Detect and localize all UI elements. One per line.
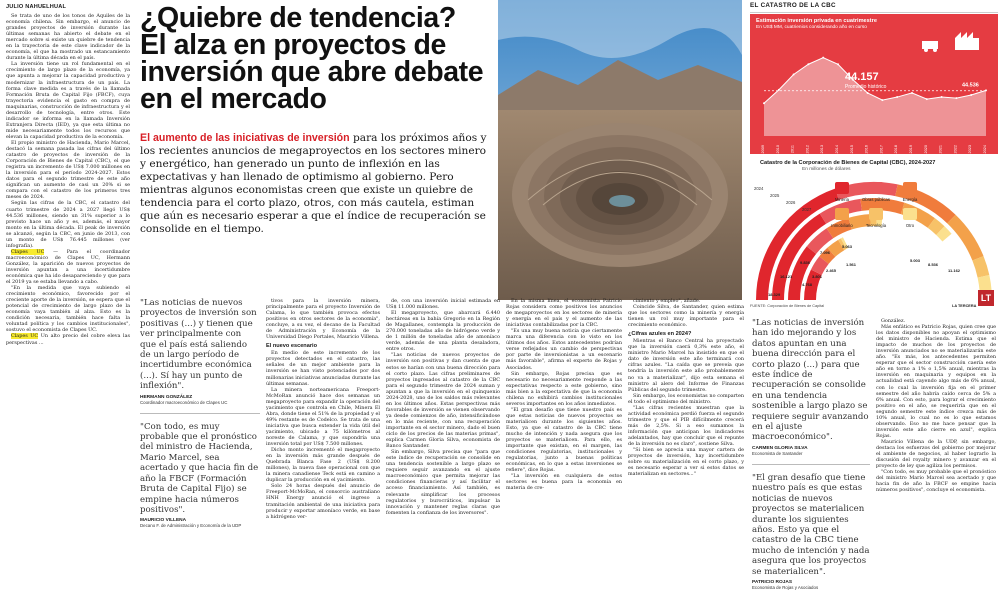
data-point — [763, 102, 765, 104]
category-icon — [835, 208, 849, 220]
paragraph: En medio de este incremento de los proyectos detectados en el catastro, las señales de un mejor ambiente para la inversión se han visto potenciados por dos millonarias iniciativas anunciadas durante las últimas semanas. — [266, 350, 380, 386]
area-chart-svg — [750, 14, 998, 154]
x-tick-label: 2016 — [865, 145, 869, 153]
quote-author: CARMEN GLORIA SILVA — [752, 446, 870, 451]
lead-text: para los próximos años y los recientes anuncios de megaproyectos en los sectores minero y energético, han generado un punto de inflexión en las expectativas y han llenado de optimismo al gobierno. Pero mientras algunos economistas creen que existe un quiebre de tendencia para el corto plazo, otros, con más cautela, estiman que aún es necesario esperar a que el índice de recuperación se consolide en el tiempo. — [140, 132, 487, 235]
paragraph: "Si bien se aprecia una mayor cartera de proyectos de inversión, hay incertidumbre sobre su materialización en el corto plazo, y es necesario esperar a ver si estos datos se materializan en sectores..." — [628, 447, 744, 477]
infographic-title: EL CATASTRO DE LA CBC — [750, 0, 998, 13]
average-label: Promedio histórico — [845, 84, 887, 90]
investment-area-chart — [750, 14, 998, 154]
x-tick-label: 2020 — [924, 145, 928, 153]
ring-value-label: 2.465 — [826, 268, 837, 273]
byline: JULIO NAHUELHUAL — [6, 4, 130, 10]
category-icon — [869, 208, 883, 220]
lead-highlight: El aumento de las iniciativas de inversión — [140, 132, 350, 144]
ring-value-label: 3.801 — [812, 274, 823, 279]
quote-author-role: Economista de Santander — [752, 451, 870, 456]
chart-title: Estimación inversión privada en cuatrimestre — [756, 18, 877, 24]
x-tick-label: 2011 — [791, 145, 795, 153]
ring-year-label: 2024 — [754, 186, 764, 191]
paragraph: Solo 24 horas después del anuncio de Freeport-McMoRan, el consorcio australiano HNH Energy anunció el ingreso a tramitación ambiental de una iniciativa para producir y exportar amoníaco verde, en base a hidrógeno ver- — [266, 483, 380, 519]
industry-icon-roof — [955, 32, 973, 38]
la-tercera-logo: LT — [978, 290, 994, 306]
x-tick-label: 2010 — [776, 145, 780, 153]
paragraph: Dicho monto incrementó el megaproyecto en la inversión más grande después de Quebrada Blanca Fase 2 (US$ 8.200 millones), la nueva fase operacional con que la minera canadiense Teck está en camino a duplicar la producción en el yacimiento. — [266, 447, 380, 483]
x-tick-label: 2018 — [894, 145, 898, 153]
ring-value-label: 1.561 — [846, 262, 857, 267]
category-label: Minería — [835, 197, 850, 202]
paragraph: "Con todo, es muy probable que el pronóstico del ministro Mario Marcel sea acertado y que hacia fin de año la FBCF se empine hacia números positivos", concluye el economista. — [876, 469, 996, 493]
quote-author-role: Decano F. de Administración y Economía de la UDP — [140, 523, 260, 528]
category-icon-shape — [869, 208, 883, 220]
category-label: Otro — [906, 223, 915, 228]
lead-paragraph — [140, 132, 492, 236]
x-tick-label: 2017 — [879, 145, 883, 153]
article-column-5 — [628, 298, 744, 576]
mine-photo — [498, 0, 742, 300]
paragraph: Se trata de uno de los tonos de Aquiles de la economía chilena. Sin embargo, el anuncio de grandes proyectos de inversión durante las últimas semanas ha abierto el debate en el mercado sobre si existe un quiebre de tendencia en la trayectoria de este clave indicador de la economía, el que ha mostrado un estancamiento durante la última década en el país. — [6, 13, 130, 61]
ring-year-label: 2026 — [786, 200, 796, 205]
ring-value-label: 18.329 — [768, 292, 781, 297]
x-tick-label: 2023 — [968, 145, 972, 153]
paragraph: La minera norteamericana Freeport-McMoRan anunció hace dos semanas un megaproyecto para expandir la operación del yacimiento que controla en Chile, Minera El Abra, donde tiene el 51% de la propiedad y el 49% restante es de Codelco. Se trata de una iniciativa que busca extender la vida útil del yacimiento, ubicado a 75 kilómetros al noreste de Calama, y que supondría una inversión total por US$ 7.500 millones. — [266, 387, 380, 447]
x-tick-label: 2012 — [805, 145, 809, 153]
chart-subtitle: En US$ MM, cuatrienios considerando año en curso — [756, 25, 867, 30]
pull-quote: "Las noticias de inversión han ido mejorando y los datos apuntan en una buena dirección para el corto plazo (...) para que este índice de recuperación se consolide en una tendencia sostenible a largo plazo se requiere seguir avanzando en el ajuste macroeconómico". — [752, 318, 870, 443]
x-tick-label: 2013 — [820, 145, 824, 153]
ring-value-label: 4.768 — [802, 282, 813, 287]
pull-quote: "Las noticias de nuevos proyectos de inversión son positivas (...) y tienen que ver principalmente con que el país está saliendo de un largo período de incertidumbre económica (...). Sí hay un punto de inflexión". — [140, 298, 260, 392]
truck-icon-wheel — [924, 48, 928, 52]
category-label: Obras públicas — [862, 197, 890, 202]
ring-value-label: 9.836 — [800, 260, 811, 265]
x-tick-label: 2015 — [850, 145, 854, 153]
ring-value-label: 5.003 — [910, 258, 921, 263]
quote-author-role: Coordinador macroeconómico de Clapes UC — [140, 400, 260, 405]
paragraph: "Es una muy buena noticia que ciertamente marca una diferencia con lo visto en los últimos dos años. Estos antecedentes podrían verse reflejados un cambio de perspectivas por parte de inversionistas a un escenario más favorable", afirma el experto de Rojas y Asociados. — [506, 328, 622, 370]
highlighted-text: Clapes UC — [11, 249, 44, 255]
paragraph: Clapes UC — Para el coordinador macroeconómico de Clapes UC, Hermann González, la aparición de nuevos proyectos de inversión apuntan a una incertidumbre económica que ha ido desapareciendo y que para el 2019 ya se estaba llevando a cabo. — [6, 249, 130, 285]
quote-author: MAURICIO VILLENA — [140, 518, 260, 523]
quote-column-2 — [752, 318, 870, 596]
divider — [752, 464, 870, 465]
ring-segment — [831, 245, 841, 252]
brand-name: LA TERCERA — [952, 304, 976, 308]
x-tick-label: 2019 — [909, 145, 913, 153]
ring-segment — [983, 276, 985, 291]
paragraph: Sin embargo, Rojas precisa que es necesario no necesariamente responde a las expectativas respecto a este gobierno, sino más bien a la expectativa de que la economía chilena no exhibirá cambios institucionales severos importantes en los años inmediatos. — [506, 371, 622, 407]
category-label: Energía — [903, 197, 918, 202]
paragraph: Coincide Silva, de Santander, quien estima que los sectores como la minería y energía tienen un rol muy importante para el crecimiento económico. — [628, 304, 744, 328]
quote-column-1 — [140, 298, 260, 576]
x-tick-label: 2009 — [761, 145, 765, 153]
x-tick-label: 2024 — [983, 145, 987, 153]
industry-icon-body — [955, 38, 979, 50]
data-point — [822, 57, 824, 59]
average-value-label: 44.157 — [845, 71, 879, 83]
category-icon-shape — [903, 208, 917, 220]
ring-value-label: 5.063 — [842, 244, 853, 249]
paragraph: Clapes UC Un alto precio del cobre eleva las perspectivas ... — [6, 333, 130, 345]
quote-author: HERMANN GONZÁLEZ — [140, 395, 260, 400]
truck-icon — [922, 41, 938, 52]
category-icon — [903, 182, 917, 194]
category-icon-shape — [835, 182, 849, 194]
paragraph: "Las noticias de nuevos proyectos de inversión son positivas y dan cuenta de que estos se harían con una buena dirección para el corto plazo. Las cifras preliminares de proyectos ingresados al catastro de la CBC para el segundo trimestre de 2024 suman y apuntan a que la inversión en el quinquenio 2024-2028, uno de los saldos más relevantes en los últimos años. Estas perspectivas más favorables de inversión se vienen observando ya desde comienzos de año, intensificándose en lo más reciente, con una recuperación importante en el sector minero, dado el buen ciclo de los precios de las materias primas", explica Carmen Gloria Silva, economista de Banco Santander. — [386, 352, 500, 449]
ring-chart-svg — [750, 168, 998, 308]
paragraph: El propio ministro de Hacienda, Mario Marcel, destacó la semana pasada las cifras del último catastro de proyectos de inversión de la Corporación de Bienes de Capital (CBC), el que registra un incremento de US$ 7.000 millones en la inversión para el período 2024-2027. Estos datos para el segundo trimestre de este año significan un aumento de casi un 20% si se compara con el catastro de los primeros tres meses de 2024. — [6, 140, 130, 200]
data-point — [970, 94, 972, 96]
truck-icon-wheel — [933, 48, 937, 52]
ring-year-label: 2027 — [802, 207, 812, 212]
industry-icon — [955, 32, 979, 50]
truck-icon-body — [922, 41, 938, 49]
open-pit-mine-image — [498, 0, 742, 300]
quote-author-role: Economista de Rojas y Asociados — [752, 585, 870, 590]
data-point — [867, 92, 869, 94]
section-subheading: El nuevo escenario — [266, 343, 380, 349]
ring-segment — [978, 258, 984, 276]
category-icon — [835, 182, 849, 194]
ring-segment — [816, 260, 824, 272]
x-tick-label: 2014 — [835, 145, 839, 153]
pull-quote: "Con todo, es muy probable que el pronóstico del ministro de Hacienda, Mario Marcel, sea acertado y que hacia fin de año la FBCF (Formación Bruta de Capital Fijo) se empine hacia números positivos". — [140, 422, 260, 516]
section-subheading: ¿Cifras azules en 2024? — [628, 331, 744, 337]
end-value-label: 44.536 — [962, 82, 979, 88]
ring-chart-title: Catastro de la Corporación de Bienes de Capital (CBC), 2024-2027 — [760, 160, 935, 166]
paragraph: de, con una inversión inicial estimada en US$ 11.000 millones. — [386, 298, 500, 310]
data-point — [837, 63, 839, 65]
x-tick-label: 2021 — [939, 145, 943, 153]
paragraph: Mauricio Villena de la UDP, sin embargo, destaca los esfuerzos del gobierno por mejorar el ambiente de negocios, al haber lograrlo la discusión del royalty minero y avanzar en el proyecto de ley que agiliza los permisos. — [876, 439, 996, 469]
page-title: ¿Quiebre de tendencia? El alza en proyectos de inversión que abre debate en el mercado — [140, 5, 485, 113]
paragraph: Según las cifras de la CBC, el catastro del cuarto trimestre de 2024 a 2027 llegó US$ 44.536 millones, siendo un 31% superior a lo previsto hace un año y es, además, el mayor monto en la última década. El peak de inversión se alcanzó, según la CBC, en junio de 2013, con un monto de US$ 76.445 millones (ver infografía). — [6, 200, 130, 248]
paragraph: "El gran desafío que tiene nuestro país es que estas noticias de nuevos proyectos se materialicen durante los siguientes años. Esto, ya que el catastro de la CBC tiene mucho de intención y nada asegura que los proyectos se materialicen. Para ello, es importante que existan, en el margen, las condiciones regulatorias, institucionales y regulatorias, junto a buenas políticas económicas, en lo que a estas inversiones se refiere", dice Rojas. — [506, 407, 622, 474]
ring-segment — [811, 233, 829, 250]
data-point — [926, 98, 928, 100]
article-column-7 — [876, 318, 996, 576]
infographic-panel — [750, 0, 998, 312]
paragraph: cimiento y empleo", añade. — [628, 298, 744, 304]
category-icon — [903, 208, 917, 220]
category-icon — [869, 182, 883, 194]
article-column-3 — [386, 298, 500, 576]
data-point — [896, 96, 898, 98]
paragraph: El megaproyecto, que abarcará 6.440 hectáreas en la bahía Gregorio en la Región de Magallanes, contempla la producción de 270.000 toneladas año de hidrógeno verde y de 1 millón de toneladas año de amoníaco verde, además de una planta desaladora, entre otros. — [386, 310, 500, 352]
pull-quote: "El gran desafío que tiene nuestro país es que estas noticias de nuevos proyectos se materialicen durante los siguientes años. Esto ya que el catastro de la CBC tiene mucho de intención y nada asegura que los proyectos se materialicen". — [752, 473, 870, 577]
ring-value-label: 11.162 — [948, 268, 961, 273]
ring-segment — [931, 223, 940, 231]
data-point — [955, 97, 957, 99]
article-column-2 — [266, 298, 380, 576]
article-column-4 — [506, 298, 622, 576]
paragraph: tivos para la inversión minera, principalmente para el proyecto Inversión de Calama, lo que también provoca efectos positivos en otros sectores de la economía", concluye, a su vez, el decano de la Facultad de Administración y Economía de la Universidad Diego Portales, Mauricio Villena. — [266, 298, 380, 340]
ring-value-label: 7.096 — [820, 250, 831, 255]
left-article-column — [6, 4, 130, 576]
quote-author: PATRICIO ROJAS — [752, 580, 870, 585]
paragraph: Sin embargo, los economistas no comparten el todo el optimismo del ministro. — [628, 393, 744, 405]
data-point — [778, 89, 780, 91]
ring-value-label: 8.536 — [928, 262, 939, 267]
paragraph: "En la medida que vaya subiendo el crecimiento económico, favorecido por el creciente aporte de la inversión, se espera que el potencial de crecimiento de largo plazo de la economía vaya también al alza. Esto es la condición necesaria, también hace falta la voluntad política y los cambios institucionales", sostuvo el economista de Clapes UC. — [6, 285, 130, 333]
category-label: Inmobiliario — [831, 223, 853, 228]
paragraph: "La inversión en cualquiera de estos sectores es buena para la economía en materia de cre- — [506, 473, 622, 491]
paragraph: La inversión tiene un rol fundamental en el crecimiento de largo plazo de la economía, ya que apunta a mejorar la capacidad productiva y modernizar la infraestructura de un país. La forma clave medida es a través de la llamada Formación Bruta de Capital Fijo (FBCF), cuya trayectoria evidencia el gasto en compra de maquinarias, construcción de infraestructura y el desarrollo de tecnología, entre otros. Este indicador se informa en la llamada Inversión Extranjera Directa (IED), ya que esta última no mide necesariamente todos los recursos que elevan la capacidad productiva de la economía. — [6, 61, 130, 140]
paragraph: Mientras el Banco Central ha proyectado que la inversión caerá 0,3% este año, el ministro Mario Marcel ha insistido en que el dato de inversión este año terminará con cifras azules. "La caída que se preveía que tendría la inversión este año probablemente no va a materializar", dijo esta semana el ministro al alero del Informe de Finanzas Públicas del segundo trimestre. — [628, 338, 744, 392]
category-icon-shape — [835, 208, 849, 220]
ring-chart-subtitle: En millones de dólares — [802, 167, 851, 172]
category-icon-shape — [903, 182, 917, 194]
paragraph: Sin embargo, Silva precisa que "para que este índice de recuperación se consolide en una tendencia sostenible a largo plazo se requiere seguir avanzando en el ajuste macroeconómico que permita mejorar las condiciones financieras y así facilitar el acceso financiamiento. Así también, es relevante simplificar los procesos regulatorios y burocráticos, impulsar la innovación y mantener reglas claras que fomenten la confianza de los inversores". — [386, 449, 500, 516]
data-point — [807, 63, 809, 65]
paragraph: González. — [876, 318, 996, 324]
ring-segment — [951, 219, 978, 258]
ring-value-label: 16.121 — [780, 274, 793, 279]
paragraph: "Las cifras recientes muestran que la actividad económica perdió fuerza el segundo trimestre y que el PIB difícilmente crecerá más de 2,5%. Si a eso sumamos la información que anticipan los indicadores adelantados, hay que concluir que el repunte de la inversión no es claro", sostiene Silva. — [628, 405, 744, 447]
source-note: FUENTE: Corporación de Bienes de Capital — [750, 304, 824, 308]
highlighted-text: Clapes UC — [11, 333, 38, 339]
ring-segment — [861, 204, 903, 208]
data-point — [911, 92, 913, 94]
category-label: Tecnología — [866, 223, 887, 228]
data-point — [941, 96, 943, 98]
x-tick-label: 2022 — [953, 145, 957, 153]
ring-year-label: 2025 — [770, 193, 780, 198]
data-point — [881, 99, 883, 101]
paragraph: En la misma línea, el economista Patricio Rojas considera como positivos los anuncios de megaproyectos en los sectores de minería y energía en el país y el aumento de las iniciativas contabilizadas por la CBC. — [506, 298, 622, 328]
ring-segment — [940, 231, 947, 238]
left-body-text — [6, 13, 130, 346]
paragraph: Más enfático es Patricio Rojas, quien cree que los datos disponibles no apoyan el optimismo del ministro de Hacienda. Estima que el impacto de muchos de los proyectos de inversión anunciados no se materializarán este año. "Es más, los antecedentes permiten esperar que el sector construcción caería este año en torno a 1% o 1,5% anual, mientras la inversión en maquinaria y equipos en la actualidad está cayendo algo más de 6% anual, con lo cual la inversión fija en el primer semestre del año habría caído cerca de 5% a 6% anual. Con esto, para lograr el crecimiento positivo en el año, se requeriría que en el segundo semestre este índice crezca más de 10% anual, lo cual no es lo que estamos observando. Eso no me hace pensar que la inversión este año cierre en azul", explica Rojas. — [876, 324, 996, 439]
data-point — [793, 74, 795, 76]
category-icon-shape — [869, 182, 883, 194]
divider — [140, 413, 260, 414]
